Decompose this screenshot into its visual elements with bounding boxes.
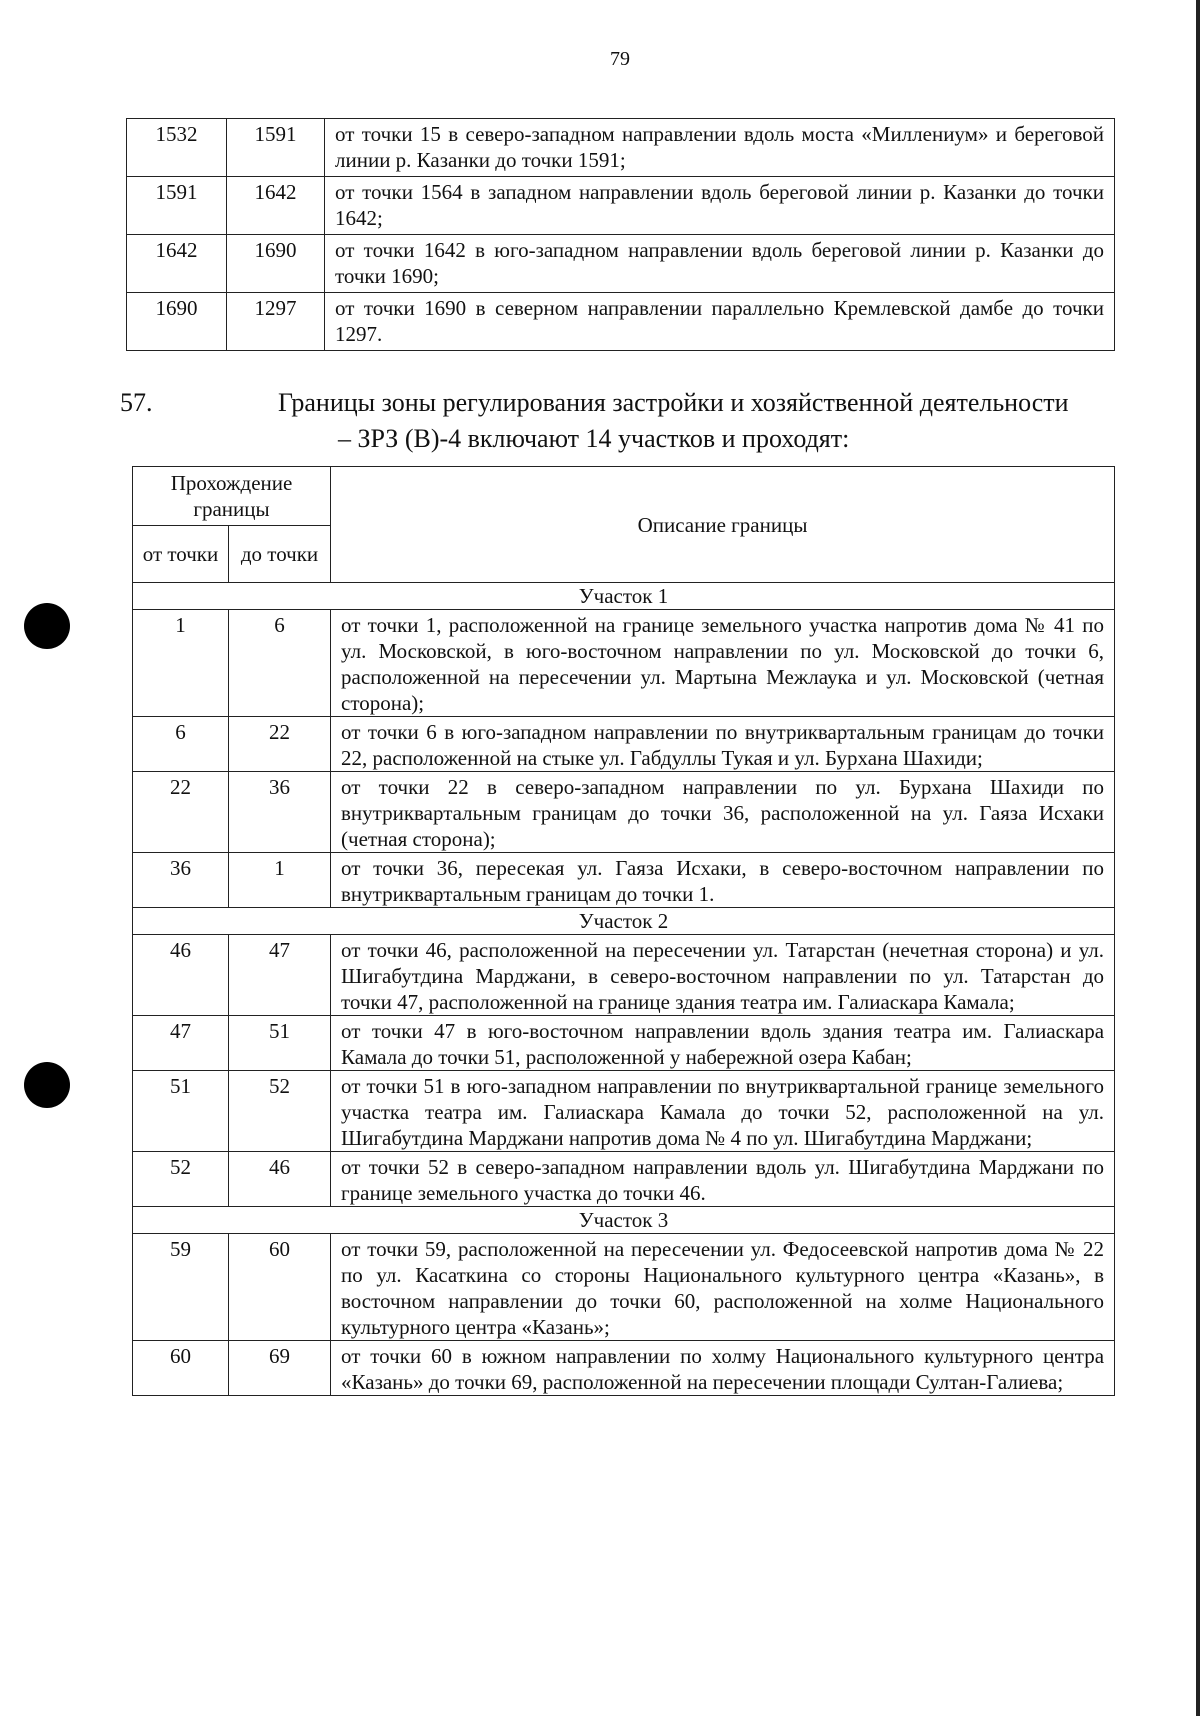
to-point: 51 [229,1016,331,1071]
to-point: 1591 [227,119,325,177]
boundary-description: от точки 1, расположенной на границе земельного участка напротив дома № 41 по ул. Московской, в юго-восточном направлении по ул. Московской до точки 6, расположенной на пересечении ул. Мартына Межлаука и ул. Московской (четная сторона); [331,610,1115,717]
table-row [133,1071,1115,1152]
boundary-description: от точки 1564 в западном направлении вдоль береговой линии р. Казанки до точки 1642; [325,177,1115,235]
boundary-description: от точки 15 в северо-западном направлении вдоль моста «Миллениум» и береговой линии р. Казанки до точки 1591; [325,119,1115,177]
punch-hole [24,1062,70,1108]
header-from: от точки [133,526,229,583]
table-row [133,610,1115,717]
boundary-table [132,466,1115,1396]
boundary-description: от точки 52 в северо-западном направлении вдоль ул. Шигабутдина Марджани по границе земельного участка до точки 46. [331,1152,1115,1207]
boundary-description: от точки 46, расположенной на пересечении ул. Татарстан (нечетная сторона) и ул. Шигабутдина Марджани, в северо-восточном направлении по ул. Татарстан до точки 47, расположенной на границе здания театра им. Галиаскара Камала; [331,935,1115,1016]
section-title-line1: Границы зоны регулирования застройки и хозяйственной деятельности [278,388,1069,417]
from-point: 6 [133,717,229,772]
to-point: 36 [229,772,331,853]
to-point: 69 [229,1341,331,1396]
table-row [127,119,1115,177]
section-title: Участок 1 [133,583,1115,610]
section-title: Участок 3 [133,1207,1115,1234]
from-point: 1591 [127,177,227,235]
section-title-line2: – ЗРЗ (В)-4 включают 14 участков и проходят: [338,424,850,453]
section-title: Участок 2 [133,908,1115,935]
from-point: 1532 [127,119,227,177]
section-number: 57. [120,388,153,417]
header-to: до точки [229,526,331,583]
from-point: 51 [133,1071,229,1152]
from-point: 22 [133,772,229,853]
table-row [133,1152,1115,1207]
boundary-description: от точки 6 в юго-западном направлении по внутриквартальным границам до точки 22, расположенной на стыке ул. Габдуллы Тукая и ул. Бурхана Шахиди; [331,717,1115,772]
table-row [133,717,1115,772]
header-passage: Прохождение границы [133,467,331,526]
boundary-description: от точки 60 в южном направлении по холму Национального культурного центра «Казань» до точки 69, расположенной на пересечении площади Султан-Галиева; [331,1341,1115,1396]
boundary-table-continued [126,118,1115,351]
section-row [133,1207,1115,1234]
from-point: 1 [133,610,229,717]
from-point: 1690 [127,293,227,351]
table-row [133,1016,1115,1071]
table-header-row [133,467,1115,526]
table-row [127,177,1115,235]
to-point: 6 [229,610,331,717]
page-number: 79 [610,48,630,70]
boundary-description: от точки 59, расположенной на пересечении ул. Федосеевской напротив дома № 22 по ул. Касаткина со стороны Национального культурного центра «Казань», в восточном направлении до точки 60, расположенной на холме Национального культурного центра «Казань»; [331,1234,1115,1341]
page-edge [1196,0,1200,1716]
to-point: 46 [229,1152,331,1207]
table-row [133,935,1115,1016]
boundary-description: от точки 1642 в юго-западном направлении вдоль береговой линии р. Казанки до точки 1690; [325,235,1115,293]
to-point: 52 [229,1071,331,1152]
header-description: Описание границы [331,467,1115,583]
from-point: 52 [133,1152,229,1207]
to-point: 1 [229,853,331,908]
section-row [133,583,1115,610]
from-point: 46 [133,935,229,1016]
from-point: 60 [133,1341,229,1396]
boundary-description: от точки 22 в северо-западном направлении по ул. Бурхана Шахиди по внутриквартальным границам до точки 36, расположенной на ул. Гаяза Исхаки (четная сторона); [331,772,1115,853]
from-point: 59 [133,1234,229,1341]
to-point: 1297 [227,293,325,351]
punch-hole [24,603,70,649]
to-point: 22 [229,717,331,772]
to-point: 1642 [227,177,325,235]
table-row [133,853,1115,908]
table-row [127,293,1115,351]
table-row [133,772,1115,853]
to-point: 47 [229,935,331,1016]
to-point: 60 [229,1234,331,1341]
boundary-description: от точки 1690 в северном направлении параллельно Кремлевской дамбе до точки 1297. [325,293,1115,351]
section-row [133,908,1115,935]
boundary-description: от точки 47 в юго-восточном направлении вдоль здания театра им. Галиаскара Камала до точки 51, расположенной у набережной озера Кабан; [331,1016,1115,1071]
from-point: 36 [133,853,229,908]
to-point: 1690 [227,235,325,293]
table-row [133,1341,1115,1396]
from-point: 47 [133,1016,229,1071]
table-row [133,1234,1115,1341]
from-point: 1642 [127,235,227,293]
table-row [127,235,1115,293]
boundary-description: от точки 51 в юго-западном направлении по внутриквартальной границе земельного участка театра им. Галиаскара Камала до точки 52, расположенной на ул. Шигабутдина Марджани напротив дома № 4 по ул. Шигабутдина Марджани; [331,1071,1115,1152]
boundary-description: от точки 36, пересекая ул. Гаяза Исхаки, в северо-восточном направлении по внутриквартальным границам до точки 1. [331,853,1115,908]
